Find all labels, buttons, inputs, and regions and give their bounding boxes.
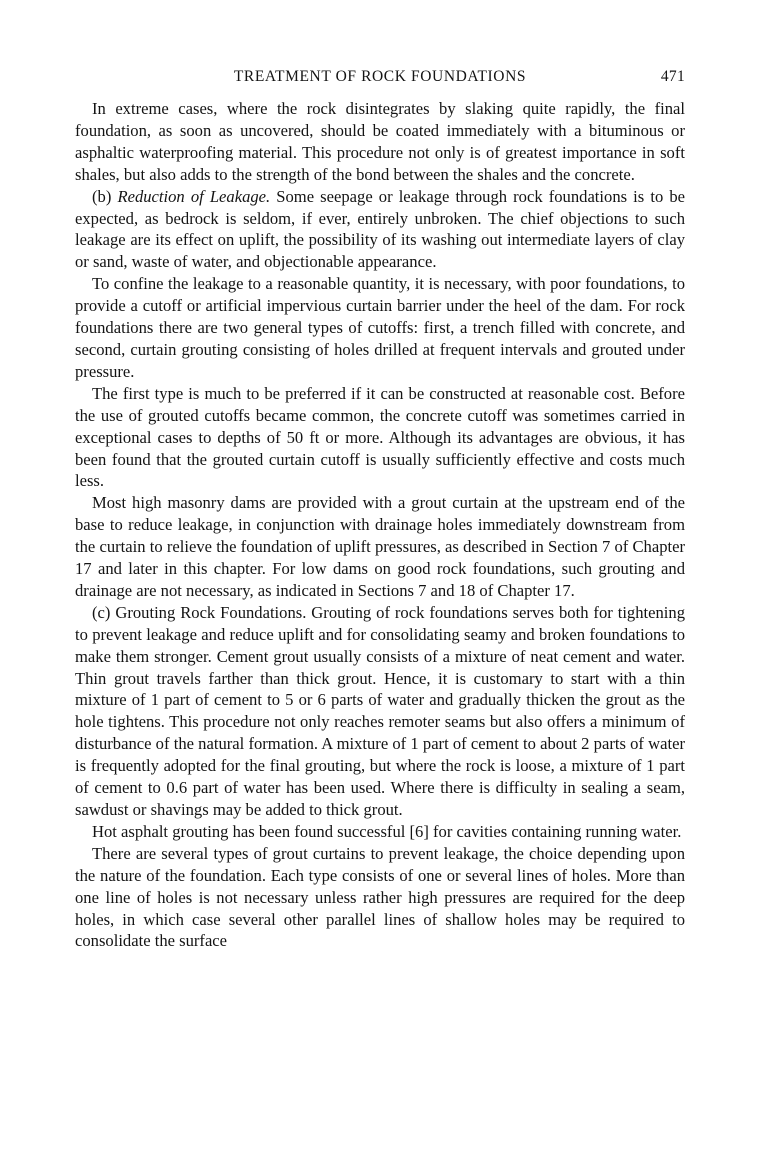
paragraph-6-grouting-rock-foundations: [75, 602, 685, 821]
section-label: (c): [92, 602, 111, 622]
book-page: [75, 66, 685, 952]
paragraph-text: To confine the leakage to a reasonable quantity, it is necessary, with poor foundations, to provide a cutoff or artificial impervious curtain barrier under the heel of the dam. For rock foundations there are two general types of cutoffs: first, a trench filled with concrete, and second, curtain grouting consisting of holes drilled at frequent intervals and grouted under pressure.: [75, 274, 685, 381]
paragraph-text: In extreme cases, where the rock disintegrates by slaking quite rapidly, the final foundation, as soon as uncovered, should be coated immediately with a bituminous or asphaltic waterproofing material. This procedure not only is of greatest importance in soft shales, but also adds to the strength of the bond between the shales and the concrete.: [75, 99, 685, 184]
paragraph-7: [75, 821, 685, 843]
paragraph-text: Grouting of rock foundations serves both for tightening to prevent leakage and reduce uplift and for consolidating seamy and broken foundations to make them stronger. Cement grout usually consists of a mixture of neat cement and water. Thin grout travels farther than thick grout. Hence, it is customary to start with a thin mixture of 1 part of cement to 5 or 6 parts of water and gradually thicken the grout as the hole tightens. This procedure not only reaches remoter seams but also offers a minimum of disturbance of the natural formation. A mixture of 1 part of cement to about 2 parts of water is frequently adopted for the final grouting, but where the rock is loose, a mixture of 1 part of cement to 0.6 part of water has been used. Where there is difficulty in sealing a seam, sawdust or shavings may be added to thick grout.: [75, 602, 685, 819]
paragraph-3: [75, 273, 685, 383]
paragraph-text: Some seepage or leakage through rock foundations is to be expected, as bedrock is seldom, if ever, entirely unbroken. The chief objections to such leakage are its effect on uplift, the possibility of its washing out intermediate layers of clay or sand, waste of water, and objectionable appearance.: [75, 186, 685, 272]
paragraph-text: There are several types of grout curtains to prevent leakage, the choice depending upon the nature of the foundation. Each type consists of one or several lines of holes. More than one line of holes is not necessary unless rather high pressures are required for the deep holes, in which case several other parallel lines of shallow holes may be required to consolidate the surface: [75, 843, 685, 951]
running-header: [75, 66, 685, 90]
paragraph-5: [75, 492, 685, 602]
paragraph-4: [75, 383, 685, 493]
paragraph-text: The first type is much to be preferred if it can be constructed at reasonable cost. Before the use of grouted cutoffs became common, the concrete cutoff was sometimes carried in exceptional cases to depths of 50 ft or more. Although its advantages are obvious, it has been found that the grouted curtain cutoff is usually sufficiently effective and costs much less.: [75, 383, 685, 491]
running-head-title: TREATMENT OF ROCK FOUNDATIONS: [233, 68, 527, 85]
paragraph-8: [75, 843, 685, 953]
page-number: 471: [660, 68, 685, 85]
section-label: (b): [92, 186, 112, 206]
paragraph-1: [75, 98, 685, 186]
paragraph-text: Hot asphalt grouting has been found successful [6] for cavities containing running water.: [92, 821, 682, 841]
paragraph-text: Most high masonry dams are provided with a grout curtain at the upstream end of the base to reduce leakage, in conjunction with drainage holes immediately downstream from the curtain to relieve the foundation of uplift pressures, as described in Section 7 of Chapter 17 and later in this chapter. For low dams on good rock foundations, such grouting and drainage are not necessary, as indicated in Sections 7 and 18 of Chapter 17.: [75, 493, 685, 600]
paragraph-2-reduction-of-leakage: [75, 186, 685, 274]
section-heading: Grouting Rock Foundations.: [115, 602, 307, 622]
section-heading: Reduction of Leakage.: [117, 186, 271, 206]
